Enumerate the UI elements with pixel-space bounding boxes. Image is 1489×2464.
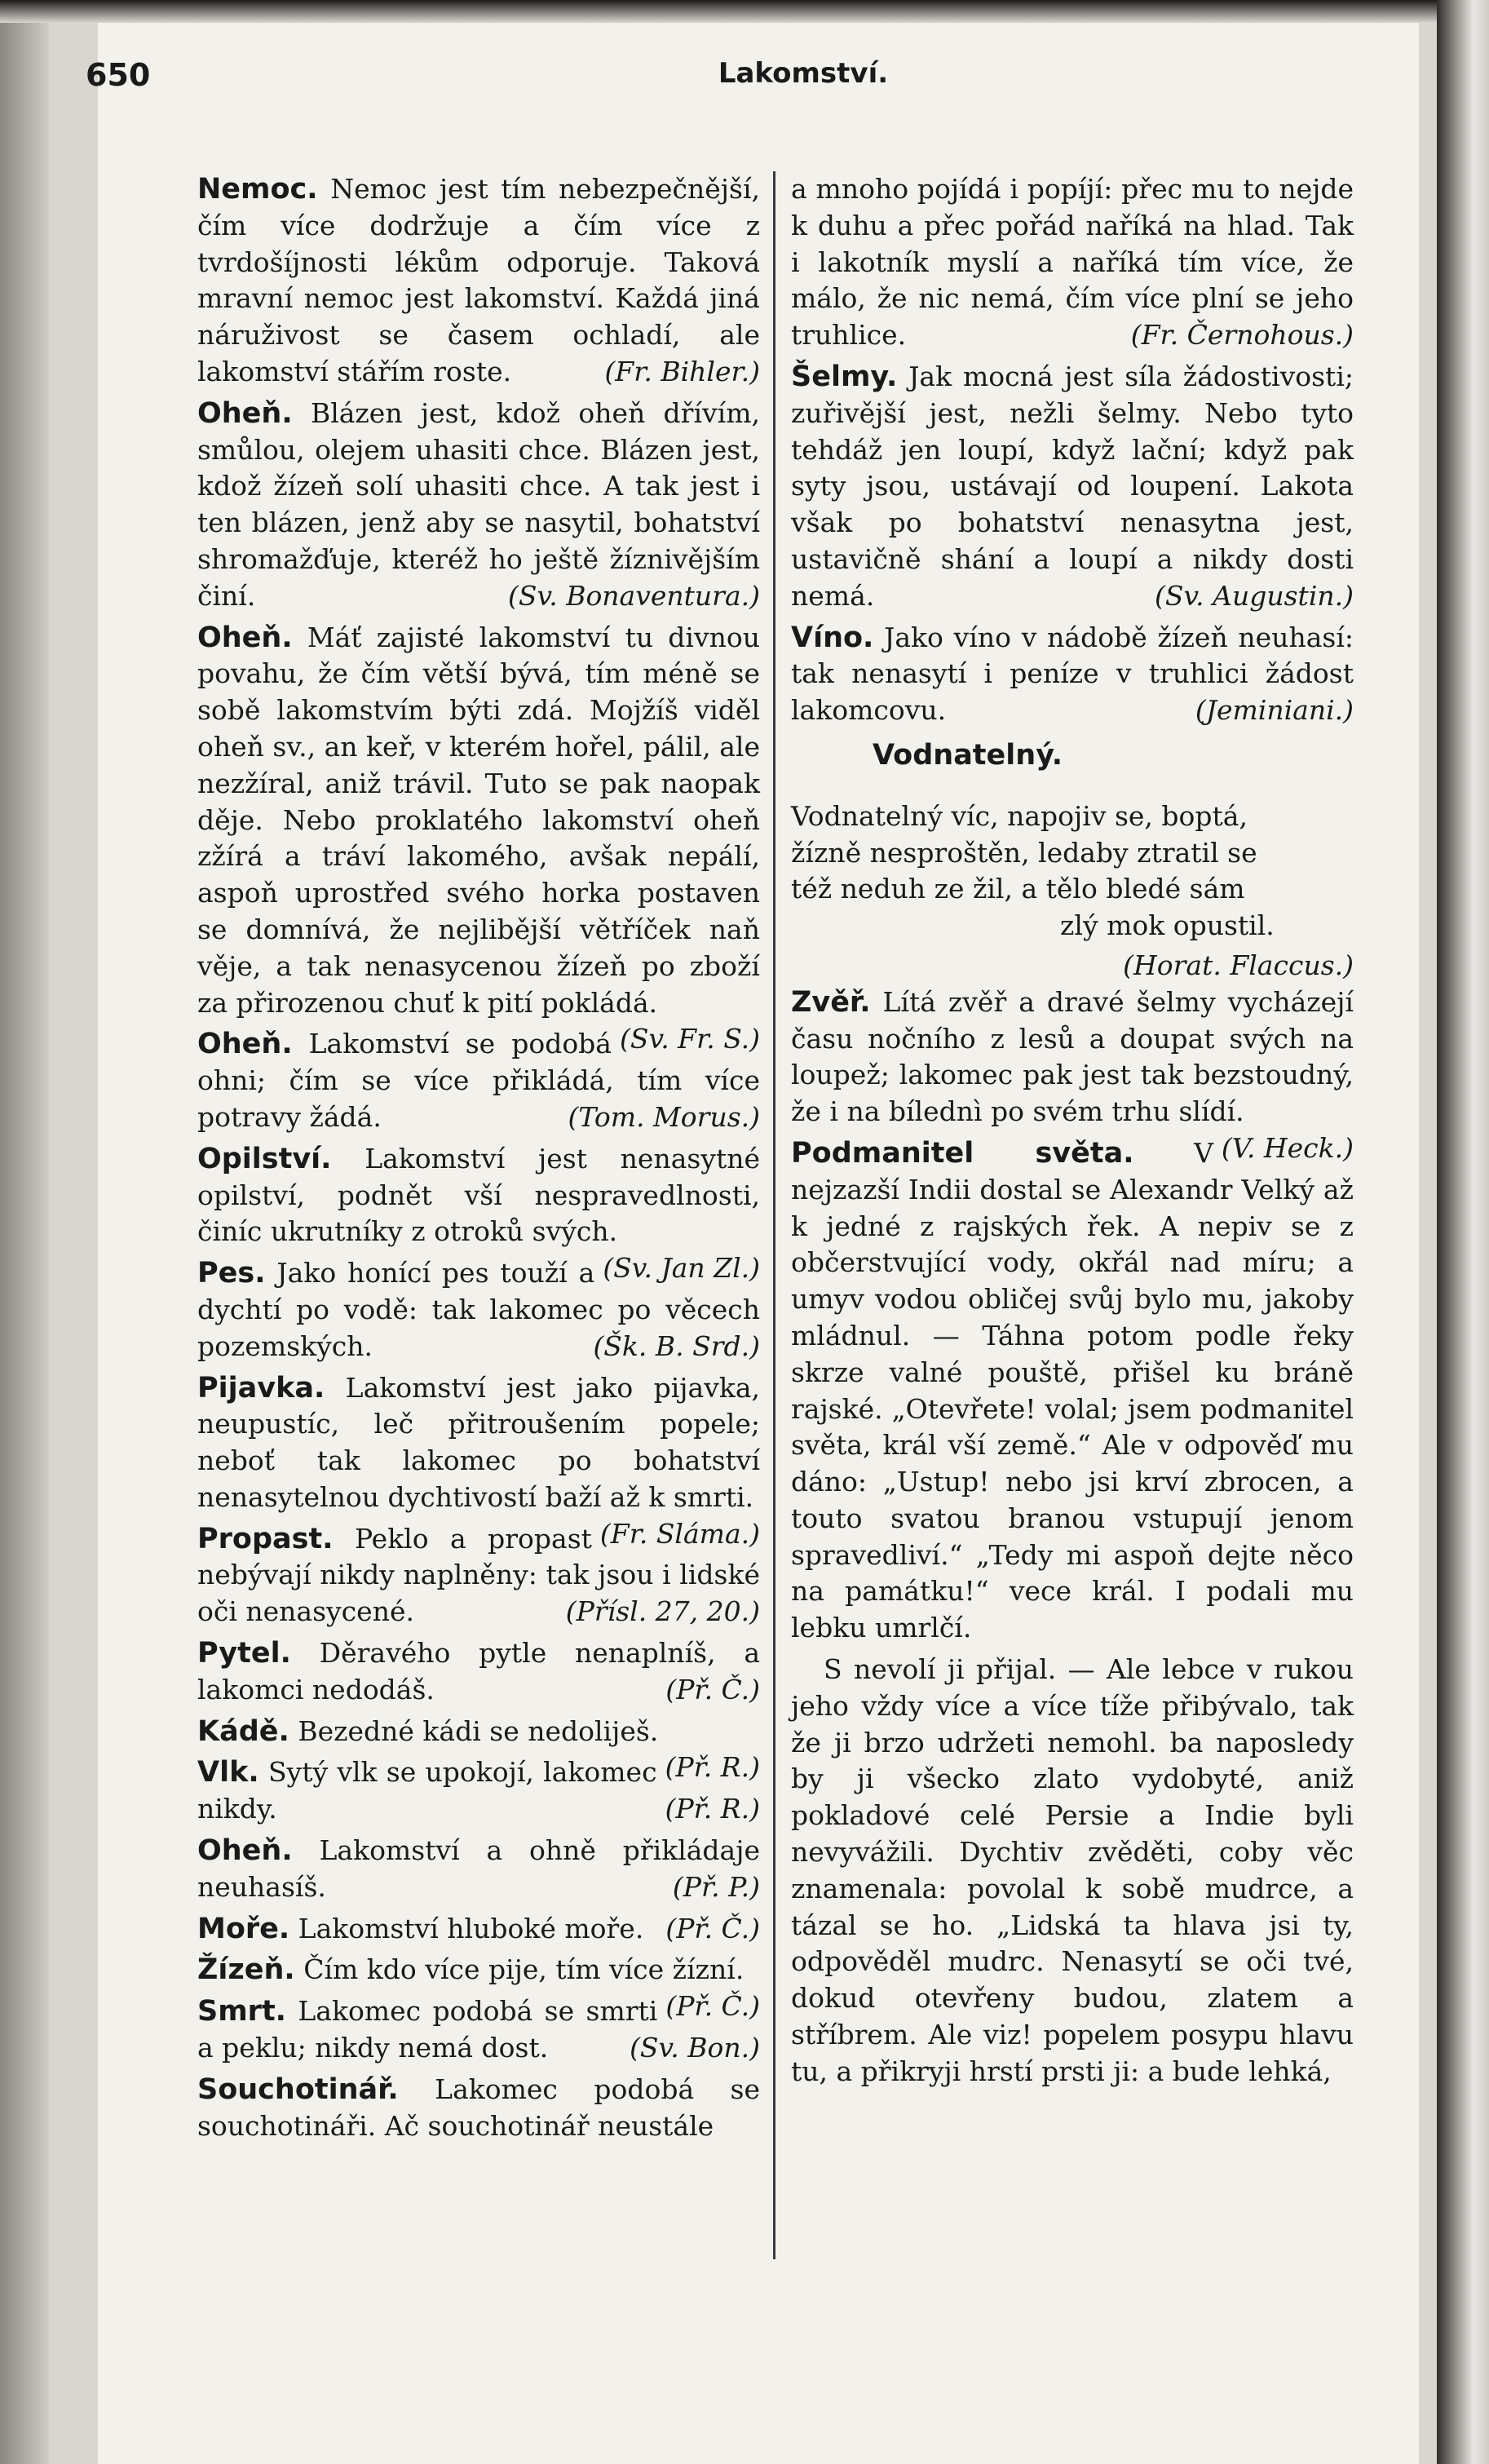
entry-text: Jako víno v nádobě žízeň neuhasí: tak nenasytí i peníze v truhlici žádost lakomcovu. (791, 621, 1354, 727)
entry (197, 620, 760, 1055)
scan-edge-right (1437, 0, 1489, 2464)
entry-text: Nemoc jest tím nebezpečnější, čím více dodržuje a čím více z tvrdošíjnosti lékům odporuje. Taková mravní nemoc jest lakomství. Každá jiná náruživost se časem ochladí, ale lakomství stářím roste. (197, 173, 760, 387)
entry-source: (Př. R.) (665, 1793, 760, 1825)
entry-source: (Př. R.) (665, 1751, 760, 1784)
entry (791, 620, 1354, 729)
page-header (86, 57, 1358, 114)
entry-keyword: Zvěř. (791, 985, 871, 1019)
entry-keyword: Souchotinář. (197, 2073, 399, 2106)
continuation-entry (791, 171, 1354, 354)
final-paragraph: S nevolí ji přijal. — Ale lebce v rukou jeho vždy více a více tíže přibývalo, tak že ji brzo udržeti nemohl. ba naposledy by ji všecko zlato vydobyté, aniž pokladové celé Persie a Indie byli nevyvážili. Dychtiv zvěděti, coby věc znamenala: povolal k sobě mudrce, a tázal se ho. „Lidská ta hlava jsi ty, odpověděl mudrc. Nenasytí se oči tvé, dokud otevřeny budou, zlatem a stříbrem. Ale viz! popelem posypu hlavu tu, a přikryji hrstí prsti ji: a bude lehká, (791, 1653, 1354, 2087)
entry-keyword: Moře. (197, 1912, 290, 1945)
entry-source: (Šk. B. Srd.) (593, 1329, 760, 1362)
entry-keyword: Oheň. (197, 396, 293, 430)
entry-text: V nejzazší Indii dostal se Alexandr Velký až k jedné z rajských řek. A nepiv se z občerstvující vody, okřál nad míru; a umyv vodou obličej svůj bylo mu, jakoby mládnul. — Táhna potom podle řeky skrze valné pouště, přišel ku bráně rajské. „Otevřete! volal; jsem podmanitel světa, král vší země.“ Ale v odpověď mu dáno: „Ustup! nebo jsi krví zbrocen, a touto svatou branou vstupují jenom spravedliví.“ „Tedy mi aspoň dejte něco na památku!“ vece král. I podali mu lebku umrlčí. (791, 1136, 1354, 1644)
entry-source: (Př. Č.) (665, 1673, 760, 1705)
entries-group-b (791, 984, 1354, 1647)
entry (197, 1833, 760, 1906)
poem-block (791, 798, 1354, 944)
entry-text: a mnoho pojídá i popíjí: přec mu to nejde k duhu a přec pořád naříká na hlad. Tak i lakotník myslí a naříká tím více, že málo, že nic nemá, čím více plní se jeho truhlice. (791, 173, 1354, 352)
entry-keyword: Pytel. (197, 1637, 291, 1670)
entry-keyword: Oheň. (197, 1028, 293, 1061)
entry-text: Lakomství hluboké moře. (298, 1912, 644, 1944)
entry-source: (Př. P.) (672, 1870, 760, 1903)
scan-edge-left (0, 0, 49, 2464)
entry-source: (Fr. Sláma.) (599, 1517, 760, 1550)
entry-keyword: Smrt. (197, 1995, 286, 2028)
entry-keyword: Opilství. (197, 1142, 332, 1175)
entry-keyword: Oheň. (197, 621, 293, 654)
entry-text: Lakomství se podobá ohni; čím se více přikládá, tím více potravy žádá. (197, 1028, 760, 1133)
entry-keyword: Víno. (791, 621, 874, 654)
entry (197, 396, 760, 615)
entry-source: (Sv. Augustin.) (1154, 579, 1354, 612)
entry-source: (V. Heck.) (1221, 1131, 1354, 1164)
entry-keyword: Šelmy. (791, 360, 898, 393)
entry-source: (Sv. Jan Zl.) (603, 1252, 760, 1285)
column-divider (773, 171, 775, 2259)
entry-text: Sytý vlk se upokojí, lakomec nikdy. (197, 1756, 657, 1825)
entry (197, 1635, 760, 1709)
entry-source: (Tom. Morus.) (568, 1100, 760, 1133)
left-column (197, 171, 760, 2259)
entry-text: Blázen jest, kdož oheň dřívím, smůlou, olejem uhasiti chce. Blázen jest, kdož žízeň solí uhasiti chce. A tak jest i ten blázen, jenž aby se nasytil, bohatství shromažďuje, kteréž ho ještě žíznivějším činí. (197, 396, 760, 612)
entry-text: Lakomství a ohně přikládaje neuhasíš. (197, 1834, 760, 1903)
entry-text: Děravého pytle nenaplníš, a lakomci nedodáš. (197, 1637, 760, 1705)
entry (197, 171, 760, 391)
entry-text: Lítá zvěř a dravé šelmy vycházejí času nočního z lesů a doupat svých na loupež; lakomec pak jest tak bezstoudný, že i na bílednì po svém trhu slídí. (791, 985, 1354, 1128)
entry-text: Jako honící pes touží a dychtí po vodě: tak lakomec po věcech pozemských. (197, 1257, 760, 1362)
entry-text: Peklo a propast nebývají nikdy naplněny: tak jsou i lidské oči nenasycené. (197, 1522, 760, 1628)
entry-keyword: Pijavka. (197, 1371, 325, 1405)
entry (791, 359, 1354, 615)
entry-source: (Jeminiani.) (1195, 694, 1354, 727)
entry-text: Čím kdo více pije, tím více žízní. (303, 1953, 744, 1986)
entry-source: (Sv. Bonaventura.) (508, 579, 760, 612)
poem-line: žízně nesproštěn, ledaby ztratil se (791, 836, 1257, 869)
entry-keyword: Pes. (197, 1257, 266, 1290)
entry (197, 2072, 760, 2145)
poem-line: zlý mok opustil. (1060, 909, 1275, 942)
entry-text: Jak mocná jest síla žádostivosti; zuřivější jest, nežli šelmy. Nebo tyto tehdáž jen loupí, když lační; když pak syty jsou, ustávají od loupení. Lakota však po bohatství nenasytna jest, ustavičně shání a loupí a nikdy dosti nemá. (791, 360, 1354, 612)
running-head: Lakomství. (718, 57, 889, 90)
entry-text: Bezedné kádi se nedoliješ. (298, 1714, 659, 1747)
right-column (791, 171, 1354, 2259)
entry-source: (Př. Č.) (665, 1912, 760, 1944)
entry-keyword: Vlk. (197, 1756, 259, 1789)
entry-keyword: Podmanitel světa. (791, 1136, 1134, 1170)
entry-text: Máť zajisté lakomství tu divnou povahu, že čím větší bývá, tím méně se sobě lakomstvím býti zdá. Mojžíš viděl oheň sv., an keř, v kterém hořel, pálil, ale nezžíral, aniž trávil. Tuto se pak naopak děje. Nebo proklatého lakomství oheň zžírá a tráví lakomého, avšak nepálí, aspoň uprostřed svého horka postaven se domnívá, že nejlibější větříček naň věje, a tak nenasycenou žízeň po zboží za přirozenou chuť k pití pokládá. (197, 621, 760, 1019)
poem-line: též neduh ze žil, a tělo bledé sám (791, 873, 1245, 905)
entry-source: (Přísl. 27, 20.) (565, 1595, 760, 1628)
entry-text: Lakomství jest nenasytné opilství, podnět vší nespravedlnosti, činíc ukrutníky z otroků svých. (197, 1142, 760, 1248)
entry-source: (Fr. Bihler.) (604, 355, 760, 387)
scan-edge-top (0, 0, 1489, 23)
entry-keyword: Oheň. (197, 1834, 293, 1868)
page-number: 650 (86, 57, 151, 93)
entry-keyword: Nemoc. (197, 173, 318, 206)
entry (791, 1135, 1354, 1647)
entries-group-a (791, 359, 1354, 729)
poem-source: (Horat. Flaccus.) (1123, 949, 1354, 981)
entry-source: (Př. Č.) (665, 1990, 760, 2023)
entry-text: Lakomec podobá se smrti a peklu; nikdy nemá dost. (197, 1995, 658, 2064)
entry (197, 1911, 760, 1948)
entry-source: (Fr. Černohous.) (1130, 319, 1354, 352)
entry-keyword: Žízeň. (197, 1953, 295, 1987)
entry-source: (Sv. Fr. S.) (619, 1023, 760, 1055)
section-heading: Vodnatelný. (873, 738, 1063, 772)
entry-source: (Sv. Bon.) (630, 2032, 760, 2064)
entry-text: Lakomství jest jako pijavka, neupustíc, leč přitroušením popele; neboť tak lakomec po bohatství nenasytelnou dychtivostí baží až k smrti. (197, 1371, 760, 1513)
poem-line: Vodnatelný víc, napojiv se, boptá, (791, 799, 1248, 832)
entry-text: Lakomec podobá se souchotináři. Ač souchotinář neustále (197, 2073, 761, 2142)
entry-keyword: Propast. (197, 1522, 334, 1555)
entry-keyword: Kádě. (197, 1714, 289, 1748)
